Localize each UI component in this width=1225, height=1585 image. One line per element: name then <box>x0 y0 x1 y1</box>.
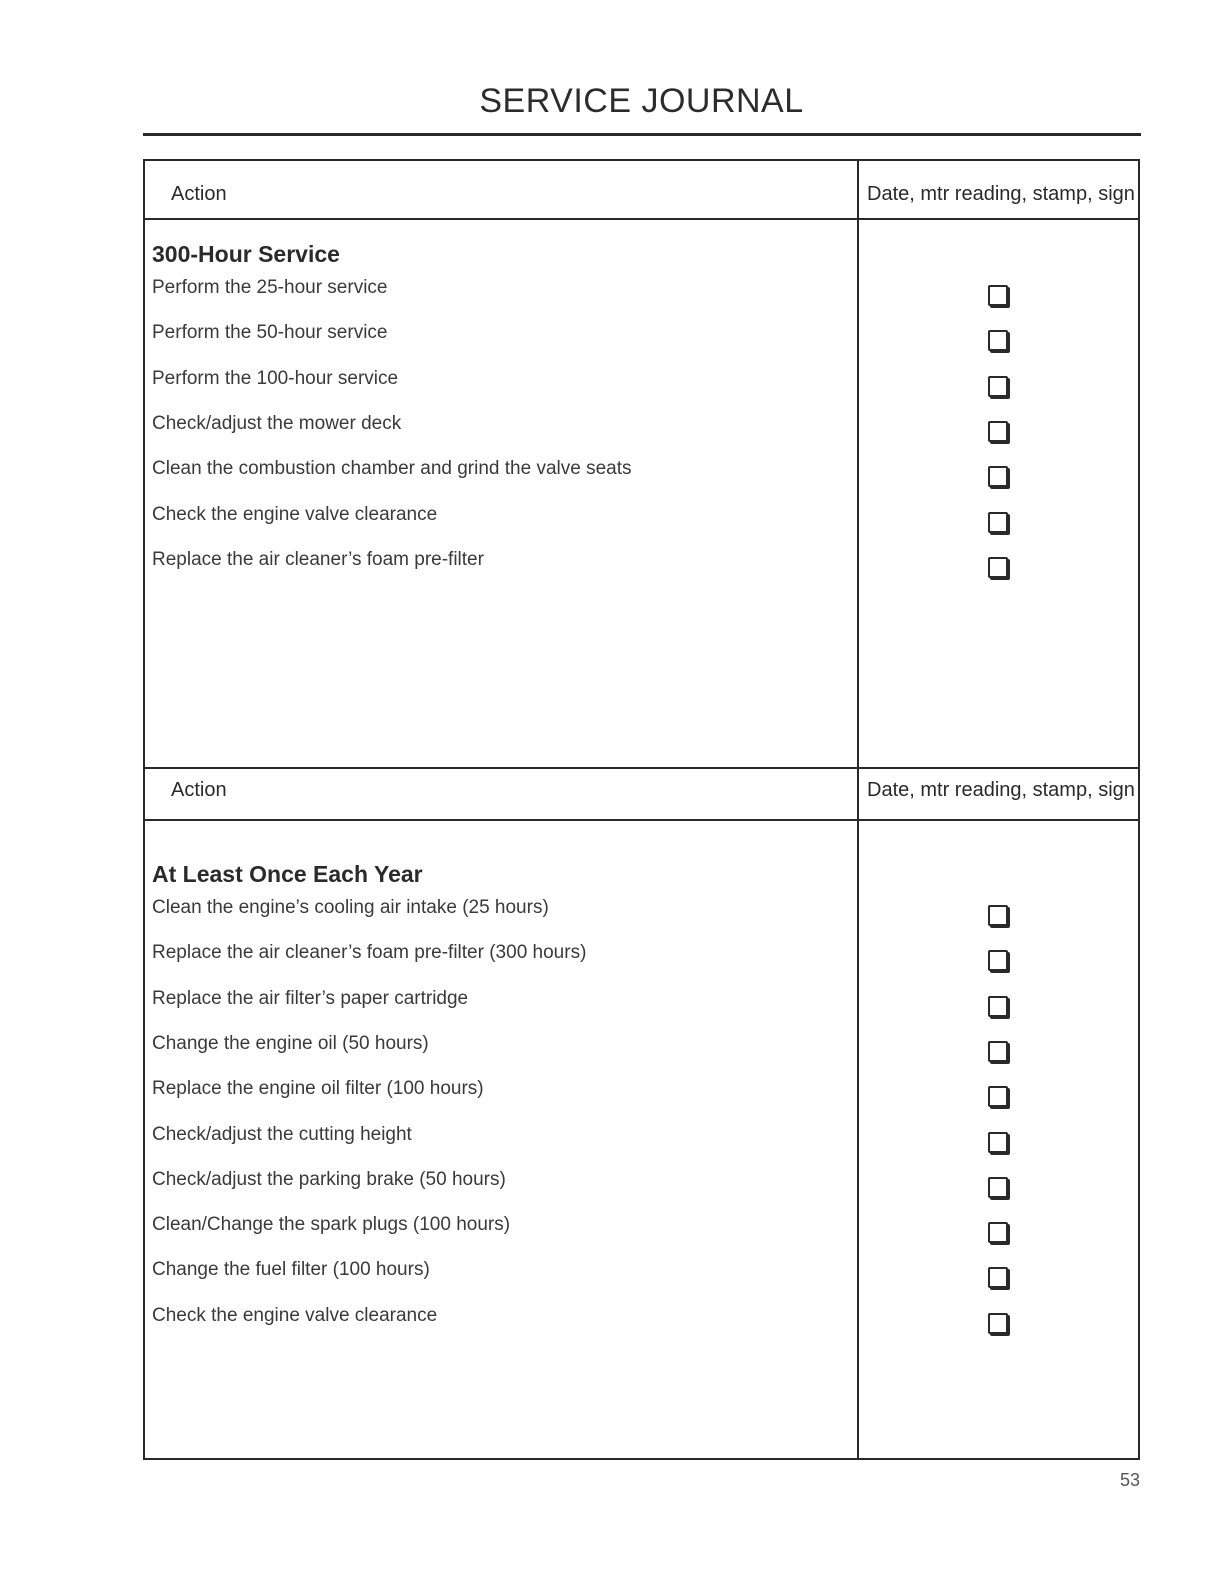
task-label: Check the engine valve clearance <box>152 1304 438 1326</box>
task-label: Clean the engine’s cooling air intake (25 hours) <box>152 897 549 918</box>
task-checkbox[interactable] <box>988 1222 1008 1243</box>
task-checkbox[interactable] <box>988 466 1008 487</box>
task-checkbox[interactable] <box>988 512 1008 533</box>
task-checkbox[interactable] <box>988 330 1008 351</box>
task-label: Change the engine oil (50 hours) <box>152 1032 429 1054</box>
header-action-1: Action <box>171 183 227 205</box>
task-checkbox[interactable] <box>988 905 1008 926</box>
task-checkbox[interactable] <box>988 1267 1008 1288</box>
task-checkbox[interactable] <box>988 1313 1008 1334</box>
task-label: Perform the 100-hour service <box>152 367 399 389</box>
task-label: Replace the air cleaner’s foam pre-filter <box>152 548 484 570</box>
task-checkbox[interactable] <box>988 1041 1008 1062</box>
task-label: Perform the 50-hour service <box>152 322 388 344</box>
task-checkbox[interactable] <box>988 285 1008 306</box>
header-action-2: Action <box>171 779 227 801</box>
section-title-300-hour: 300-Hour Service <box>152 241 340 267</box>
column-divider <box>857 161 859 1458</box>
task-label: Check the engine valve clearance <box>152 503 438 525</box>
task-checkbox[interactable] <box>988 1086 1008 1107</box>
task-label: Clean/Change the spark plugs (100 hours) <box>152 1214 511 1236</box>
task-label: Replace the air filter’s paper cartridge <box>152 987 469 1009</box>
service-journal-table <box>143 159 1140 1460</box>
task-label: Perform the 25-hour service <box>152 277 388 298</box>
task-checkbox[interactable] <box>988 996 1008 1017</box>
header-date-2: Date, mtr reading, stamp, sign <box>867 779 1135 801</box>
task-label: Check/adjust the mower deck <box>152 412 402 434</box>
task-checkbox[interactable] <box>988 950 1008 971</box>
task-checkbox[interactable] <box>988 376 1008 397</box>
section-title-yearly: At Least Once Each Year <box>152 861 423 887</box>
header-divider-1 <box>145 218 1138 220</box>
page-number: 53 <box>1120 1470 1141 1490</box>
header-divider-2 <box>145 819 1138 821</box>
task-label: Change the fuel filter (100 hours) <box>152 1259 430 1281</box>
task-checkbox[interactable] <box>988 1132 1008 1153</box>
task-checkbox[interactable] <box>988 1177 1008 1198</box>
task-checkbox[interactable] <box>988 421 1008 442</box>
page-title: SERVICE JOURNAL <box>479 82 804 120</box>
task-label: Clean the combustion chamber and grind the valve seats <box>152 458 632 480</box>
title-divider <box>143 133 1141 136</box>
task-label: Check/adjust the cutting height <box>152 1123 412 1145</box>
task-label: Replace the engine oil filter (100 hours) <box>152 1078 484 1100</box>
section-divider <box>145 767 1138 769</box>
task-label: Replace the air cleaner’s foam pre-filter (300 hours) <box>152 942 587 964</box>
task-checkbox[interactable] <box>988 557 1008 578</box>
header-date-1: Date, mtr reading, stamp, sign <box>867 183 1135 205</box>
task-label: Check/adjust the parking brake (50 hours) <box>152 1168 506 1190</box>
